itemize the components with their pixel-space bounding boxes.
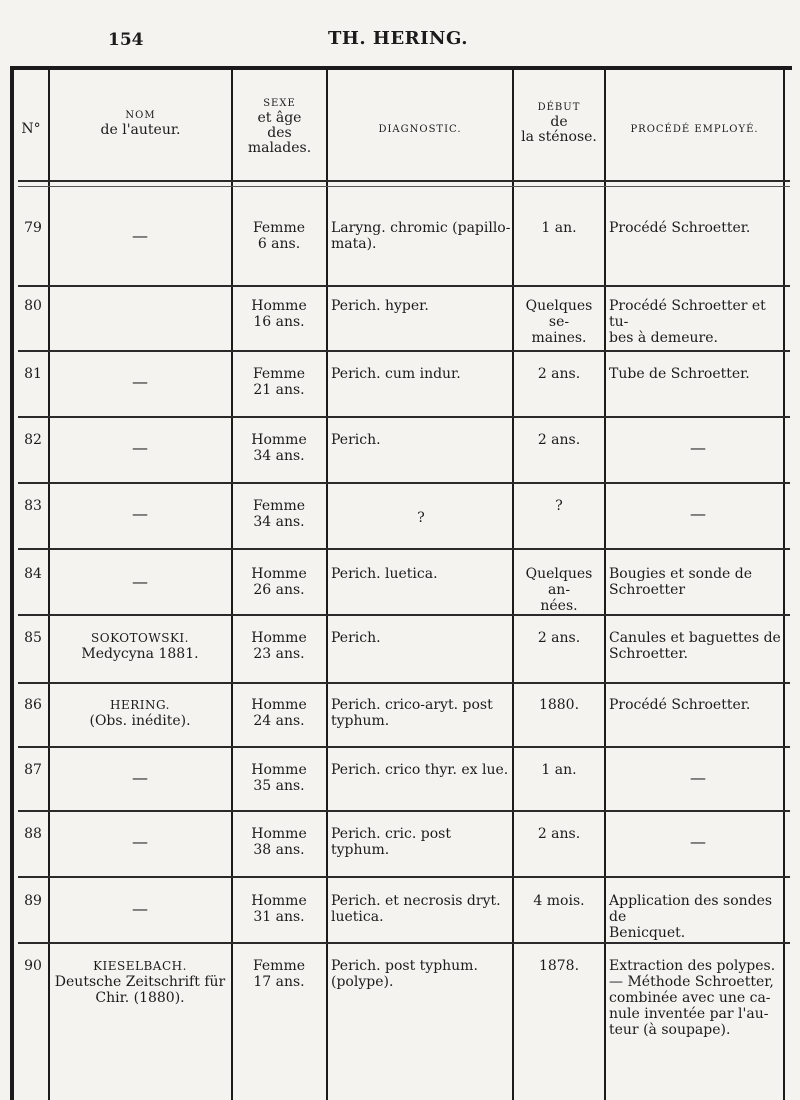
cell-nom — [52, 834, 228, 850]
header-debut-caps: DÉBUT — [537, 102, 581, 113]
cell-nom — [52, 770, 228, 786]
row-number: 90 — [24, 958, 42, 974]
cell-sexe — [234, 893, 324, 925]
header-sexe-line3: malades. — [247, 140, 312, 156]
cell-line: 1 an. — [541, 220, 577, 236]
cell-debut — [514, 220, 604, 236]
cell-line: Benicquet. — [609, 925, 686, 941]
cell-diag — [331, 697, 511, 729]
cell-line: typhum. — [331, 713, 390, 729]
header-sexe — [233, 96, 326, 156]
cell-nom — [52, 506, 228, 522]
cell-nom — [52, 630, 228, 662]
cell-diag — [331, 510, 511, 526]
cell-line: Perich. et necrosis dryt. — [331, 893, 501, 909]
cell-line: 4 mois. — [533, 893, 585, 909]
cell-nom — [52, 901, 228, 917]
cell-line: 16 ans. — [253, 314, 305, 330]
cell-diag — [331, 826, 511, 858]
row-separator — [18, 876, 790, 878]
cell-proc — [609, 630, 787, 662]
cell-sexe — [234, 432, 324, 464]
cell-line: combinée avec une ca- — [609, 990, 771, 1006]
cell-line: Bougies et sonde de — [609, 566, 753, 582]
row-separator — [18, 285, 790, 287]
cell-line: 26 ans. — [253, 582, 305, 598]
row-separator — [18, 682, 790, 684]
cell-line: 2 ans. — [537, 432, 581, 448]
cell-line: SOKOTOWSKI. — [91, 631, 189, 645]
header-nom-caps: NOM — [125, 110, 156, 121]
cell-line: Procédé Schroetter. — [609, 697, 751, 713]
cell-debut — [514, 762, 604, 778]
header-sexe-line1: et âge — [257, 110, 302, 126]
cell-line: — — [132, 438, 148, 457]
cell-line: Femme — [252, 220, 306, 236]
cell-line: Femme — [252, 498, 306, 514]
cell-line: Application des sondes de — [609, 893, 773, 925]
cell-line: — — [690, 768, 706, 787]
cell-line: luetica. — [331, 909, 384, 925]
row-separator — [18, 350, 790, 352]
cell-line: 6 ans. — [257, 236, 301, 252]
cell-nom — [52, 697, 228, 729]
cell-line: Deutsche Zeitschrift für — [54, 974, 226, 990]
cell-debut — [514, 366, 604, 382]
cell-debut — [514, 432, 604, 448]
row-number: 87 — [24, 762, 42, 778]
cell-line: Perich. crico thyr. ex lue. — [331, 762, 509, 778]
header-no: N° — [21, 121, 41, 137]
cell-line: — — [690, 504, 706, 523]
header-rule — [18, 186, 790, 187]
cell-sexe — [234, 630, 324, 662]
cell-line: Homme — [251, 893, 307, 909]
cell-line: 1 an. — [541, 762, 577, 778]
cell-line: Homme — [251, 826, 307, 842]
page-number: 154 — [108, 30, 144, 50]
header-diagnostic — [328, 122, 512, 137]
cell-diag — [331, 366, 511, 382]
cell-line: 2 ans. — [537, 826, 581, 842]
cell-proc — [609, 298, 787, 346]
cell-line: Procédé Schroetter. — [609, 220, 751, 236]
header-debut — [514, 100, 604, 145]
cell-debut — [514, 893, 604, 909]
cell-diag — [331, 630, 511, 646]
cell-nom — [52, 228, 228, 244]
cell-line: — — [690, 438, 706, 457]
cell-line: 2 ans. — [537, 366, 581, 382]
cell-line: Homme — [251, 697, 307, 713]
header-nom-rest: de l'auteur. — [100, 122, 181, 138]
cell-line: — — [132, 832, 148, 851]
table-left-border — [10, 66, 14, 1100]
row-separator — [18, 482, 790, 484]
cell-proc — [609, 770, 787, 786]
cell-line: Homme — [251, 762, 307, 778]
row-separator — [18, 548, 790, 550]
header-diag-caps: DIAGNOSTIC. — [378, 124, 462, 135]
cell-line: Perich. cum indur. — [331, 366, 461, 382]
running-title: TH. HERING. — [328, 28, 468, 49]
cell-line: Tube de Schroetter. — [609, 366, 750, 382]
cell-line: bes à demeure. — [609, 330, 718, 346]
cell-line: 31 ans. — [253, 909, 305, 925]
column-divider — [326, 70, 328, 1100]
cell-proc — [609, 958, 787, 1038]
cell-debut — [514, 826, 604, 842]
cell-diag — [331, 958, 511, 990]
cell-line: Homme — [251, 630, 307, 646]
cell-debut — [514, 630, 604, 646]
cell-sexe — [234, 958, 324, 990]
cell-line: 34 ans. — [253, 448, 305, 464]
cell-nom — [52, 958, 228, 1006]
row-number: 86 — [24, 697, 42, 713]
cell-line: Canules et baguettes de — [609, 630, 781, 646]
cell-line: Perich. cric. post typhum. — [331, 826, 451, 858]
cell-sexe — [234, 566, 324, 598]
row-separator — [18, 614, 790, 616]
cell-line: — — [132, 372, 148, 391]
header-sexe-line2: des — [267, 125, 292, 141]
cell-line: Extraction des polypes. — [609, 958, 776, 974]
cell-line: Schroetter — [609, 582, 686, 598]
row-separator — [18, 942, 790, 944]
cell-sexe — [234, 298, 324, 330]
cell-nom — [52, 440, 228, 456]
cell-line: Perich. hyper. — [331, 298, 429, 314]
cell-line: Quelques se- — [525, 298, 593, 330]
cell-line: Perich. — [331, 630, 381, 646]
header-sexe-caps: SEXE — [263, 98, 296, 109]
cell-proc — [609, 366, 787, 382]
cell-sexe — [234, 366, 324, 398]
cell-line: 21 ans. — [253, 382, 305, 398]
cell-line: Procédé Schroetter et tu- — [609, 298, 766, 330]
cell-line: 2 ans. — [537, 630, 581, 646]
cell-line: (Obs. inédite). — [89, 713, 191, 729]
cell-line: nule inventée par l'au- — [609, 1006, 769, 1022]
cell-line: — — [132, 504, 148, 523]
cell-proc — [609, 506, 787, 522]
cell-line: 38 ans. — [253, 842, 305, 858]
column-divider — [231, 70, 233, 1100]
cell-line: 34 ans. — [253, 514, 305, 530]
cell-proc — [609, 220, 787, 236]
row-separator — [18, 416, 790, 418]
cell-diag — [331, 566, 511, 582]
row-number: 85 — [24, 630, 42, 646]
header-debut-line1: de — [550, 114, 568, 130]
row-number: 89 — [24, 893, 42, 909]
cell-line: Perich. crico-aryt. post — [331, 697, 493, 713]
row-separator — [18, 810, 790, 812]
cell-line: Perich. post typhum. — [331, 958, 478, 974]
cell-proc — [609, 893, 787, 941]
cell-line: Perich. luetica. — [331, 566, 438, 582]
header-procede — [606, 122, 783, 137]
cell-line: 1878. — [538, 958, 580, 974]
cell-line: — — [690, 832, 706, 851]
cell-line: — — [132, 899, 148, 918]
cell-line: Laryng. chromic (papillo- — [331, 220, 511, 236]
cell-line: — — [132, 572, 148, 591]
cell-line: KIESELBACH. — [93, 959, 187, 973]
row-number: 84 — [24, 566, 42, 582]
cell-line: 1880. — [538, 697, 580, 713]
column-divider — [604, 70, 606, 1100]
cell-line: HERING. — [110, 698, 170, 712]
row-number: 83 — [24, 498, 42, 514]
cell-diag — [331, 762, 511, 778]
cell-line: Homme — [251, 298, 307, 314]
cell-line: mata). — [331, 236, 377, 252]
cell-debut — [514, 298, 604, 346]
cell-debut — [514, 958, 604, 974]
cell-line: Femme — [252, 958, 306, 974]
cell-sexe — [234, 826, 324, 858]
row-number: 80 — [24, 298, 42, 314]
cell-line: Chir. (1880). — [95, 990, 185, 1006]
cell-nom — [52, 374, 228, 390]
cell-line: (polype). — [331, 974, 394, 990]
cell-proc — [609, 834, 787, 850]
cell-sexe — [234, 498, 324, 530]
header-nom — [50, 108, 231, 138]
cell-line: teur (à soupape). — [609, 1022, 731, 1038]
cell-diag — [331, 220, 511, 252]
cell-line: Quelques an- — [525, 566, 593, 598]
row-separator — [18, 746, 790, 748]
cell-line: maines. — [531, 330, 587, 346]
cell-line: Medycyna 1881. — [81, 646, 199, 662]
column-divider — [48, 70, 50, 1100]
cell-line: 17 ans. — [253, 974, 305, 990]
cell-line: Homme — [251, 566, 307, 582]
cell-line: Homme — [251, 432, 307, 448]
cell-debut — [514, 697, 604, 713]
cell-proc — [609, 697, 787, 713]
cell-diag — [331, 432, 511, 448]
cell-diag — [331, 298, 511, 314]
table-top-border — [10, 66, 792, 70]
cell-line: 35 ans. — [253, 778, 305, 794]
cell-line: Schroetter. — [609, 646, 688, 662]
header-rule — [18, 180, 790, 182]
cell-proc — [609, 566, 787, 598]
row-number: 82 — [24, 432, 42, 448]
cell-line: — — [132, 226, 148, 245]
header-debut-line2: la sténose. — [521, 129, 597, 145]
cell-sexe — [234, 220, 324, 252]
cell-line: ? — [417, 510, 425, 526]
cell-sexe — [234, 762, 324, 794]
cell-nom — [52, 574, 228, 590]
cell-line: 24 ans. — [253, 713, 305, 729]
cell-line: — — [132, 768, 148, 787]
cell-line: — Méthode Schroetter, — [609, 974, 774, 990]
cell-line: nées. — [540, 598, 578, 614]
cell-line: Perich. — [331, 432, 381, 448]
cell-line: 23 ans. — [253, 646, 305, 662]
cell-line: ? — [555, 498, 563, 514]
cell-debut — [514, 498, 604, 514]
cell-debut — [514, 566, 604, 614]
cell-sexe — [234, 697, 324, 729]
cell-proc — [609, 440, 787, 456]
cell-line: Femme — [252, 366, 306, 382]
header-proc-caps: PROCÉDÉ EMPLOYÉ. — [630, 124, 759, 135]
row-number: 79 — [24, 220, 42, 236]
cell-diag — [331, 893, 511, 925]
row-number: 81 — [24, 366, 42, 382]
row-number: 88 — [24, 826, 42, 842]
